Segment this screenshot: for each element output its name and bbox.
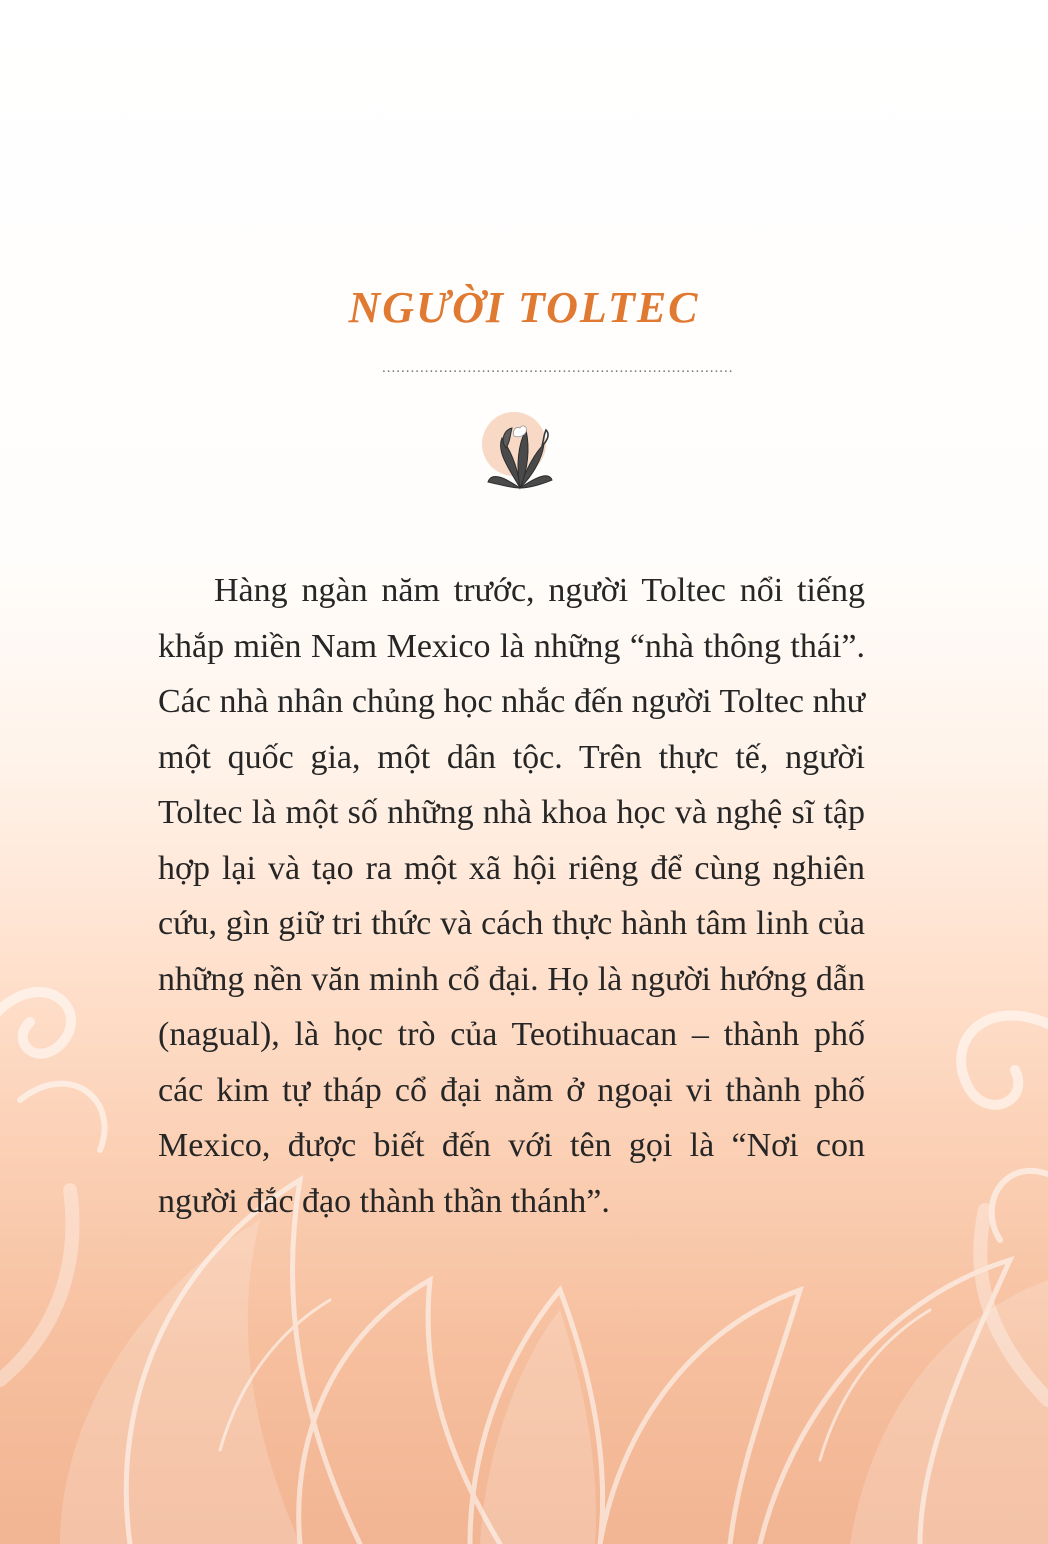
- title-separator: ..........................................................................: [382, 360, 734, 376]
- lotus-flower-icon: [470, 400, 570, 500]
- chapter-title: NGƯỜI TOLTEC: [348, 283, 700, 332]
- chapter-paragraph: Hàng ngàn năm trước, người Toltec nổi tiếng khắp miền Nam Mexico là những “nhà thông thái”. Các nhà nhân chủng học nhắc đến người Toltec như một quốc gia, một dân tộc. Trên thực tế, người Toltec là một số những nhà khoa học và nghệ sĩ tập hợp lại và tạo ra một xã hội riêng để cùng nghiên cứu, gìn giữ tri thức và cách thực hành tâm linh của những nền văn minh cổ đại. Họ là người hướng dẫn (nagual), là học trò của Teotihuacan – thành phố các kim tự tháp cổ đại nằm ở ngoại vi thành phố Mexico, được biết đến với tên gọi là “Nơi con người đắc đạo thành thần thánh”.: [158, 572, 865, 1220]
